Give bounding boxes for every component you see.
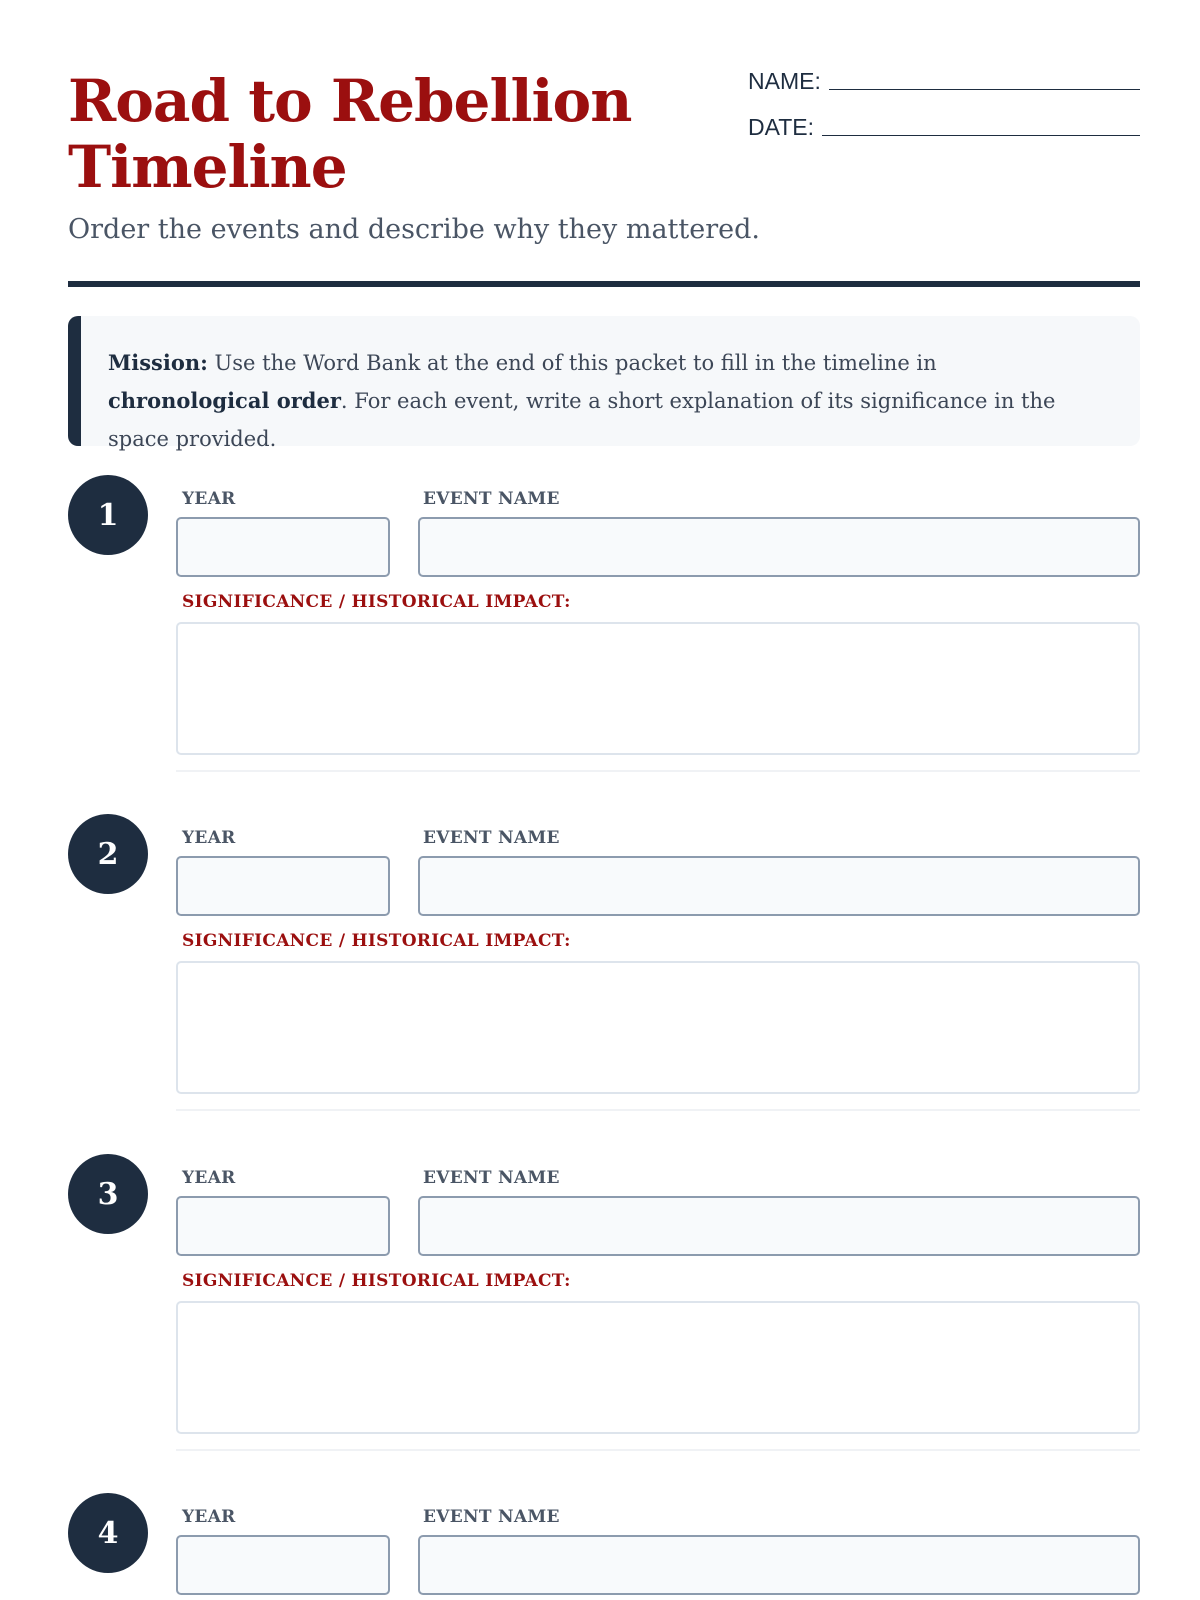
date-label: DATE: bbox=[748, 114, 815, 140]
mission-text-1: Use the Word Bank at the end of this packet to fill in the timeline in bbox=[207, 351, 937, 375]
year-input[interactable] bbox=[176, 1535, 390, 1595]
timeline-event-4 bbox=[68, 1493, 1140, 1600]
mission-text-2: . For each event, write a short explanation of its significance in the space provided. bbox=[108, 389, 1056, 451]
timeline-event-3 bbox=[68, 1154, 1140, 1474]
significance-label: SIGNIFICANCE / HISTORICAL IMPACT: bbox=[182, 931, 571, 951]
name-row bbox=[748, 68, 1140, 95]
year-label: YEAR bbox=[182, 1507, 236, 1527]
mission-callout bbox=[68, 316, 1140, 451]
event-name-label: EVENT NAME bbox=[423, 489, 560, 509]
event-number-badge: 4 bbox=[68, 1493, 148, 1573]
title-line-2: Timeline bbox=[68, 133, 347, 201]
year-input[interactable] bbox=[176, 856, 390, 916]
year-label: YEAR bbox=[182, 489, 236, 509]
event-name-label: EVENT NAME bbox=[423, 1168, 560, 1188]
event-name-input[interactable] bbox=[418, 517, 1140, 577]
event-name-label: EVENT NAME bbox=[423, 828, 560, 848]
title-line-1: Road to Rebellion bbox=[68, 67, 632, 135]
date-line[interactable] bbox=[822, 134, 1140, 136]
date-row bbox=[748, 114, 1140, 141]
event-name-input[interactable] bbox=[418, 1535, 1140, 1595]
timeline-event-2 bbox=[68, 814, 1140, 1134]
event-name-label: EVENT NAME bbox=[423, 1507, 560, 1527]
year-input[interactable] bbox=[176, 517, 390, 577]
page-title bbox=[68, 68, 708, 200]
event-separator bbox=[176, 1109, 1140, 1111]
mission-emphasis: chronological order bbox=[108, 388, 341, 413]
significance-label: SIGNIFICANCE / HISTORICAL IMPACT: bbox=[182, 592, 571, 612]
event-number-badge: 2 bbox=[68, 814, 148, 894]
year-label: YEAR bbox=[182, 828, 236, 848]
event-name-input[interactable] bbox=[418, 856, 1140, 916]
significance-textarea[interactable] bbox=[176, 1301, 1140, 1434]
event-number-badge: 1 bbox=[68, 475, 148, 555]
event-separator bbox=[176, 770, 1140, 772]
significance-textarea[interactable] bbox=[176, 961, 1140, 1094]
year-input[interactable] bbox=[176, 1196, 390, 1256]
significance-textarea[interactable] bbox=[176, 622, 1140, 755]
year-label: YEAR bbox=[182, 1168, 236, 1188]
event-separator bbox=[176, 1449, 1140, 1451]
name-line[interactable] bbox=[829, 88, 1140, 90]
event-number-badge: 3 bbox=[68, 1154, 148, 1234]
event-name-input[interactable] bbox=[418, 1196, 1140, 1256]
name-label: NAME: bbox=[748, 68, 821, 94]
significance-label: SIGNIFICANCE / HISTORICAL IMPACT: bbox=[182, 1271, 571, 1291]
header-divider bbox=[68, 281, 1140, 287]
page-subtitle: Order the events and describe why they mattered. bbox=[68, 214, 760, 245]
mission-lead: Mission: bbox=[108, 350, 208, 375]
timeline-event-1 bbox=[68, 475, 1140, 795]
